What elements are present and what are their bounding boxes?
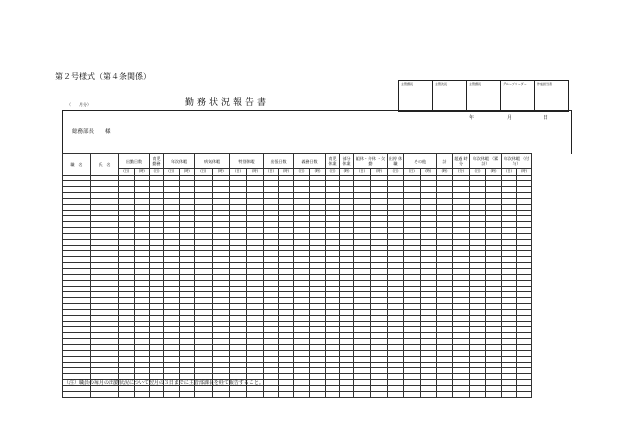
approval-box: 主管次長 [433,81,467,112]
column-header: 超過 時分 [453,154,470,169]
unit-header: (時) [517,169,532,176]
document-title: 勤務状況報告書 [185,98,270,108]
unit-header: (日) [230,169,247,176]
column-header: 義務日数 [294,154,326,169]
table-row [63,391,532,397]
column-header: 特別休暇 [230,154,264,169]
column-header: 育児 勤務 [150,154,164,169]
unit-header: (分) [453,169,470,176]
unit-header: (時) [420,169,437,176]
table-cell[interactable] [371,391,388,397]
month-note: （ 月分） [67,102,91,107]
table-cell[interactable] [150,391,164,397]
table-cell[interactable] [212,391,230,397]
table-cell[interactable] [486,391,502,397]
column-header: 育児 休業 [326,154,340,169]
addressee: 総務部長 様 [72,129,111,135]
table-cell[interactable] [502,391,517,397]
column-header: その他 [404,154,437,169]
column-header: 組休・介休 ・欠勤 [354,154,388,169]
unit-header: (時) [371,169,388,176]
unit-header: (日) [354,169,371,176]
table-cell[interactable] [134,391,150,397]
column-header: 職 名 [63,154,91,176]
table-cell[interactable] [264,391,279,397]
unit-header: (時) [279,169,294,176]
report-header-frame [62,110,572,154]
column-header: 計 [437,154,453,169]
table-cell[interactable] [91,391,119,397]
footnote: （注）職員の毎月の出勤状況について翌月の３日までに主管部課長を経て報告すること。 [64,380,264,386]
column-header: 出勤日数 [119,154,150,169]
approval-stamp-boxes [398,80,569,112]
approval-box: 主管課長 [399,81,433,112]
unit-header: (日) [294,169,310,176]
unit-header: (日) [326,169,340,176]
table-cell[interactable] [119,391,135,397]
table-cell[interactable] [354,391,371,397]
unit-header: (日) [470,169,486,176]
date-year-label: 年 [469,115,475,121]
column-header: 氏 名 [91,154,119,176]
unit-header: (日) [404,169,421,176]
table-cell[interactable] [279,391,294,397]
unit-header: (日) [388,169,404,176]
unit-header: (時) [437,169,453,176]
table-cell[interactable] [164,391,180,397]
table-cell[interactable] [470,391,486,397]
table-cell[interactable] [388,391,404,397]
unit-header: (日) [502,169,517,176]
table-cell[interactable] [247,391,264,397]
table-cell[interactable] [340,391,354,397]
date-day-label: 日 [543,115,549,121]
table-cell[interactable] [420,391,437,397]
approval-box: 主管課長 [467,81,501,112]
unit-header: (日) [164,169,180,176]
table-cell[interactable] [310,391,326,397]
table-cell[interactable] [437,391,453,397]
unit-header: (日) [195,169,213,176]
unit-header: (時) [179,169,195,176]
approval-box: 作成担当者 [535,81,569,112]
column-header: 出張日数 [264,154,294,169]
date-month-label: 月 [507,115,513,121]
attendance-table [62,153,532,398]
unit-header: (日) [264,169,279,176]
unit-header: (時) [340,169,354,176]
column-header: 年次休暇 （付与） [502,154,532,169]
unit-header: (時) [134,169,150,176]
table-cell[interactable] [517,391,532,397]
table-cell[interactable] [294,391,310,397]
column-header: 年次休暇 [164,154,195,169]
unit-header: (時) [247,169,264,176]
column-header: 出停 休職 [388,154,404,169]
approval-box: グループリーダー [501,81,535,112]
table-cell[interactable] [63,391,91,397]
table-cell[interactable] [179,391,195,397]
form-number: 第２号様式（第４条関係） [55,72,151,81]
column-header: 病気休暇 [195,154,230,169]
table-cell[interactable] [230,391,247,397]
unit-header: (日) [119,169,135,176]
unit-header: (日) [150,169,164,176]
table-cell[interactable] [453,391,470,397]
column-header: 年次休暇 （累計） [470,154,502,169]
table-cell[interactable] [195,391,213,397]
unit-header: (時) [310,169,326,176]
column-header: 部分 休業 [340,154,354,169]
unit-header: (時) [212,169,230,176]
table-cell[interactable] [404,391,421,397]
unit-header: (時) [486,169,502,176]
table-cell[interactable] [326,391,340,397]
